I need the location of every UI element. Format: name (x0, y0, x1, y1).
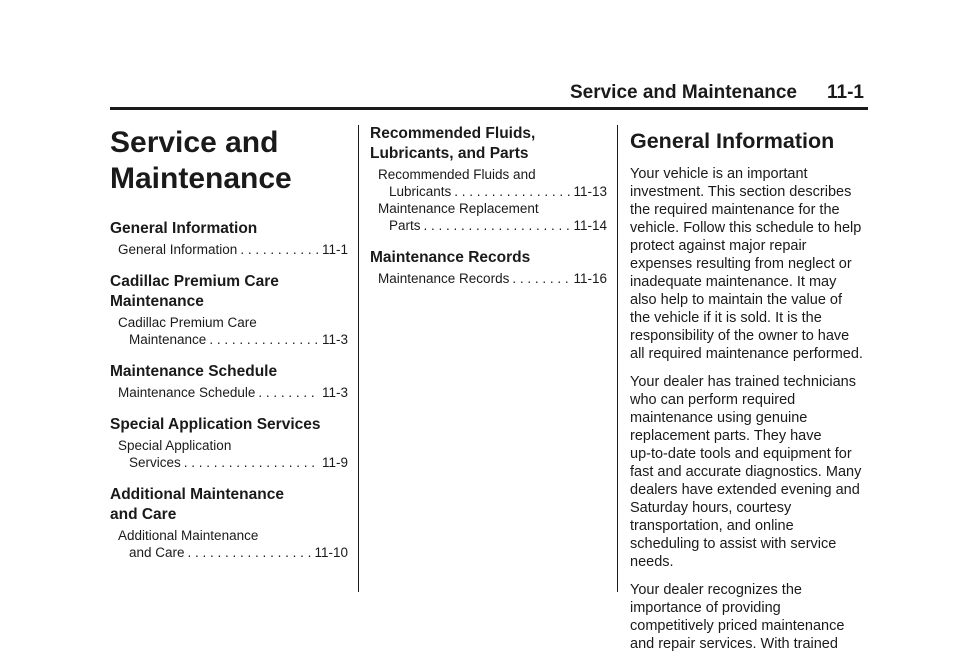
paragraph-line: all required maintenance performed. (630, 346, 863, 362)
toc-entry-label: Maintenance Schedule (118, 385, 256, 400)
header-title: Service and Maintenance (569, 82, 798, 103)
dot-leader (512, 270, 570, 287)
toc-entry-page: 11-3 (321, 332, 348, 347)
toc-entry-page: 11-1 (321, 242, 348, 257)
toc-entry-label: Special Application (118, 438, 232, 453)
toc-section (370, 124, 607, 234)
toc-section (370, 248, 607, 287)
toc-section-title (370, 124, 607, 164)
toc-entry-link[interactable] (110, 241, 348, 258)
paragraph (630, 165, 868, 363)
toc-entry-link[interactable] (370, 166, 607, 200)
paragraph-line: fast and accurate diagnostics. Many (630, 464, 862, 480)
toc-section (110, 272, 348, 348)
toc-entry-label: Parts (389, 218, 421, 233)
toc-entry-link[interactable] (110, 384, 348, 401)
paragraph-line: scheduling to assist with service (630, 536, 837, 552)
column-divider (617, 125, 618, 592)
toc-section-title-line: General Information (110, 220, 258, 237)
paragraph-line: who can perform required (630, 392, 796, 408)
toc-section-title-line: Maintenance (110, 293, 204, 310)
toc-section-title (110, 272, 348, 312)
toc-section-title-line: Special Application Services (110, 416, 321, 433)
toc-entry-link[interactable] (370, 270, 607, 287)
toc-section (110, 362, 348, 401)
paragraph-line: up-to-date tools and equipment for (630, 446, 852, 462)
toc-entry-link[interactable] (110, 527, 348, 561)
paragraph (630, 373, 868, 571)
paragraph-line: inadequate maintenance. It may (630, 274, 837, 290)
toc-entry-label: Services (129, 455, 181, 470)
toc-section-title-line: Lubricants, and Parts (370, 145, 529, 162)
paragraph (630, 581, 868, 653)
paragraph-line: vehicle. Follow this schedule to help (630, 220, 862, 236)
paragraph-line: responsibility of the owner to have (630, 328, 850, 344)
toc-entry-label: Maintenance (129, 332, 207, 347)
header-page-number: 11-1 (827, 82, 864, 103)
dot-leader (184, 454, 319, 471)
general-information-section (630, 125, 868, 663)
paragraph-line: Your dealer has trained technicians (630, 374, 856, 390)
toc-section-title (110, 415, 348, 435)
paragraph-line: competitively priced maintenance (630, 618, 845, 634)
paragraph-line: Your vehicle is an important (630, 166, 808, 182)
paragraph-line: dealers have extended evening and (630, 482, 860, 498)
toc-section (110, 219, 348, 258)
toc-entry-label: and Care (129, 545, 185, 560)
toc-section-title-line: Cadillac Premium Care (110, 273, 279, 290)
toc-entry-label: Recommended Fluids and (378, 167, 536, 182)
paragraph-line: the required maintenance for the (630, 202, 840, 218)
toc-column-1 (110, 125, 348, 575)
toc-entry-label: Cadillac Premium Care (118, 315, 257, 330)
paragraph-line: and repair services. With trained (630, 636, 838, 652)
toc-section-title-line: Additional Maintenance (110, 486, 284, 503)
dot-leader (424, 217, 571, 234)
toc-entry-label: Maintenance Replacement (378, 201, 539, 216)
paragraph-line: Saturday hours, courtesy (630, 500, 792, 516)
toc-entry-label: Lubricants (389, 184, 452, 199)
section-heading: General Information (630, 129, 835, 153)
toc-section-title (110, 219, 348, 239)
column-divider (358, 125, 359, 592)
toc-entry-page: 11-9 (321, 455, 348, 470)
toc-entry-label: General Information (118, 242, 238, 257)
paragraph-line: expenses resulting from neglect or (630, 256, 852, 272)
paragraph-line: also help to maintain the value of (630, 292, 842, 308)
paragraph-line: importance of providing (630, 600, 781, 616)
chapter-title: Service and Maintenance (110, 126, 292, 195)
toc-section-title-line: Recommended Fluids, (370, 125, 536, 142)
toc-column-2 (370, 124, 607, 301)
dot-leader (240, 241, 319, 258)
paragraph-line: transportation, and online (630, 518, 794, 534)
dot-leader (258, 384, 319, 401)
toc-section (110, 485, 348, 561)
toc-entry-label: Maintenance Records (378, 271, 510, 286)
dot-leader (454, 183, 570, 200)
paragraph-line: investment. This section describes (630, 184, 852, 200)
toc-section-title (110, 485, 348, 525)
toc-entry-page: 11-10 (314, 545, 348, 560)
toc-entry-page: 11-16 (573, 271, 607, 286)
toc-entry-link[interactable] (110, 314, 348, 348)
toc-entry-page: 11-13 (573, 184, 607, 199)
paragraph-line: protect against major repair (630, 238, 807, 254)
toc-section-title-line: Maintenance Schedule (110, 363, 278, 380)
paragraph-line: Your dealer recognizes the (630, 582, 802, 598)
toc-section (110, 415, 348, 471)
dot-leader (188, 544, 312, 561)
toc-section-title (370, 248, 607, 268)
dot-leader (209, 331, 319, 348)
toc-entry-link[interactable] (370, 200, 607, 234)
toc-entry-page: 11-3 (321, 385, 348, 400)
toc-section-title-line: Maintenance Records (370, 249, 531, 266)
header-rule (110, 107, 868, 110)
paragraph-line: needs. (630, 554, 674, 570)
paragraph-line: maintenance using genuine (630, 410, 808, 426)
toc-entry-link[interactable] (110, 437, 348, 471)
toc-entry-page: 11-14 (573, 218, 607, 233)
paragraph-line: replacement parts. They have (630, 428, 822, 444)
toc-section-title-line: and Care (110, 506, 177, 523)
toc-section-title (110, 362, 348, 382)
paragraph-line: the vehicle if it is sold. It is the (630, 310, 822, 326)
toc-entry-label: Additional Maintenance (118, 528, 259, 543)
